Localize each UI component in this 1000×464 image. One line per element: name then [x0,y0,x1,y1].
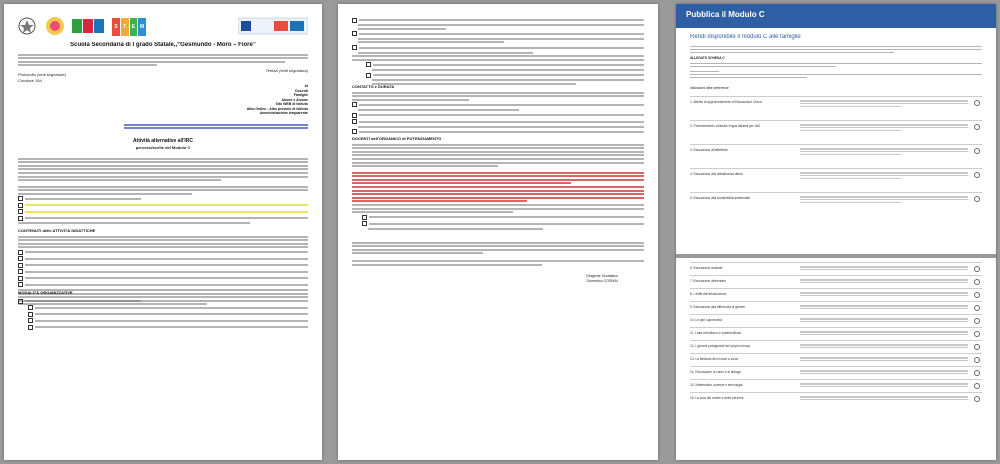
option-radio[interactable] [974,148,980,154]
option-label: 10. Le pari opportunità [690,318,722,322]
recipient: Famiglie [293,93,308,97]
option-row[interactable] [690,120,982,145]
option-label: 4. Educazione alla cittadinanza attiva [690,172,743,176]
option-radio[interactable] [974,292,980,298]
page-break [676,254,996,258]
option-radio[interactable] [974,331,980,337]
option-radio[interactable] [974,172,980,178]
option-label: 3. Educazione all'affettività [690,148,728,152]
option-radio[interactable] [974,100,980,106]
option-radio[interactable] [974,383,980,389]
modalities-heading: MODALITÀ ORGANIZZATIVE [18,290,73,295]
option-radio[interactable] [974,305,980,311]
option-label: 15. Matematica, scienze e tecnologia [690,383,743,387]
signature-block [586,274,618,284]
circular-number: Circolare 184 [18,78,42,83]
modalities-list [18,297,308,331]
option-row[interactable] [690,144,982,169]
contract-paragraph [352,90,644,136]
recipient: Docenti [295,88,308,93]
option-radio[interactable] [974,344,980,350]
attachment-label: ALLEGATO SCHEDA C [690,56,725,60]
option-label: 6. Educazione stradale [690,266,723,270]
option-row[interactable] [690,288,982,302]
document-page-1 [4,4,322,460]
recipient: Ai [304,84,308,88]
stem-letter: M [138,18,146,36]
option-label: 7. Educazione alimentare [690,279,726,283]
place-date: Terlizzi (vedi segnatura) [265,68,308,73]
form-intro [690,44,982,55]
docenti-heading: DOCENTI dell'ORGANICO di POTENZIAMENTO [352,136,442,141]
gemma-logo-icon [72,16,106,36]
stem-letter: T [121,18,129,36]
option-row[interactable] [690,168,982,193]
signature-name: Domenico COSMAI [586,279,618,283]
option-radio[interactable] [974,266,980,272]
recipients-block [247,84,308,116]
highlighted-paragraph [352,170,644,231]
option-label: 11. Lotta al bullismo e cyberbullismo [690,331,742,335]
option-row[interactable] [690,96,982,121]
option-label: 16. La cura del creato e delle persone [690,396,744,400]
recipient: Amministrazione trasparente [259,111,308,115]
option-row[interactable] [690,379,982,393]
continued-list [352,16,644,86]
republic-emblem-icon [18,16,36,36]
school-logo-icon [44,16,66,36]
document-subtitle: percorsi/scelte del Modulo C [135,145,191,150]
recipient: Sito WEB di Istituto [275,102,308,106]
recipient: Albo Online - Albo pretorio di Istituto [246,106,308,111]
stem-letter: E [130,18,138,36]
option-radio[interactable] [974,396,980,402]
option-row[interactable] [690,327,982,341]
closing-paragraph [352,240,644,268]
intro-paragraph [18,156,308,183]
contents-heading: CONTENUTI delle ATTIVITÀ DIDATTICHE [18,228,96,233]
option-label: 12. I giovani protagonisti del proprio tempo [690,344,751,348]
form-title: Rendi disponibile il modulo C alle famiglie [690,34,801,40]
option-radio[interactable] [974,124,980,130]
option-row[interactable] [690,366,982,380]
option-row[interactable] [690,192,982,217]
form-header-title: Pubblica il Modulo C [686,10,765,19]
pon-logo-icon [238,16,308,36]
stem-logo [112,18,146,36]
option-row[interactable] [690,262,982,276]
form-desc [690,61,982,80]
option-row[interactable] [690,340,982,354]
option-label: 2. Potenziamento culturale lingua italiana per NAI [690,124,760,128]
docenti-paragraph [352,142,644,169]
form-header-bar [676,4,996,28]
preferences-label: Indicazioni delle preferenze [690,86,729,90]
option-radio[interactable] [974,318,980,324]
protocol-text: Protocollo (vedi segnatura) [18,72,66,77]
option-row[interactable] [690,275,982,289]
document-page-2 [338,4,658,460]
option-radio[interactable] [974,370,980,376]
option-row[interactable] [690,301,982,315]
school-name: Scuola Secondaria di I grado Statale,,“Gesmundo - Moro – Fiore” [70,42,256,48]
option-label: 5. Educazione alla sostenibilità ambientale [690,196,751,200]
contract-heading: CONTATTO e DURATA [352,84,395,89]
stem-letter: S [112,18,120,36]
recipient: Alunni e Alunne [281,97,308,102]
form-page [676,4,996,460]
document-title: Attività alternative all'IRC [132,138,194,144]
url-lines [124,122,308,131]
option-row[interactable] [690,392,982,406]
option-radio[interactable] [974,279,980,285]
signature-role: Dirigente Scolastico [586,274,618,278]
choices-paragraph [18,184,308,226]
address-lines [18,52,308,68]
option-label: 9. Educazione alla differenza di genere [690,305,746,309]
option-row[interactable] [690,314,982,328]
option-radio[interactable] [974,196,980,202]
option-label: 13. La bellezza del mondo a colori [690,357,739,361]
option-label: 14. Educazione ai valori e al dialogo [690,370,742,374]
letterhead-logos [18,16,308,38]
option-radio[interactable] [974,357,980,363]
option-label: 1. Attività di approfondimento di Educazione Civica [690,100,762,104]
option-label: 8. I diritti dell'adolescenza [690,292,727,296]
option-row[interactable] [690,353,982,367]
